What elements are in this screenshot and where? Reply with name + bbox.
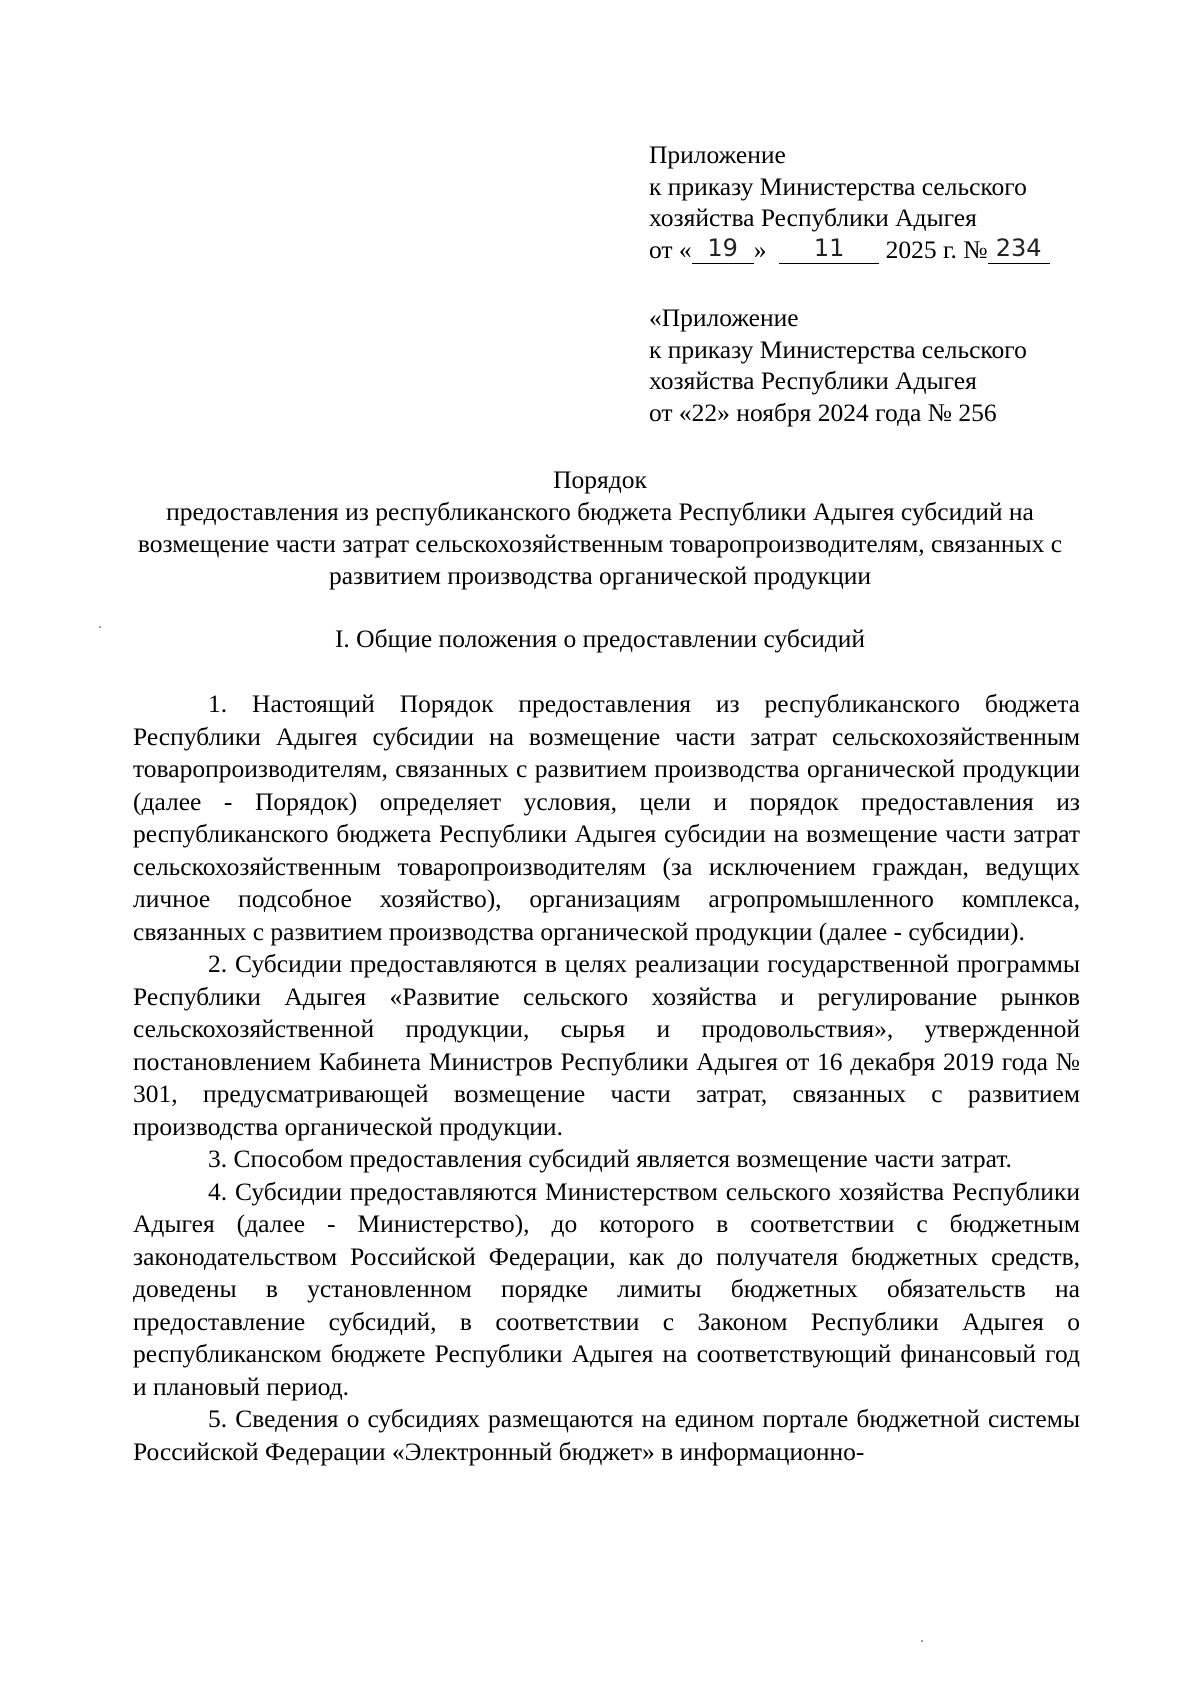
handwritten-number-value: 234: [995, 233, 1042, 262]
section-heading: I. Общие положения о предоставлении субсидий: [334, 624, 866, 653]
paragraph-5: 5. Сведения о субсидиях размещаются на едином портале бюджетной системы Российской Федерации «Электронный бюджет» в информационно-: [133, 1404, 1080, 1466]
appendix-order-ref: к приказу Министерства сельского: [649, 171, 1027, 201]
handwritten-number: [988, 233, 1050, 264]
document-subtitle: предоставления из республиканского бюджета Республики Адыгея субсидий на возмещение части затрат сельскохозяйственным товаропроизводителям, связанных с развитием производства органической продукции: [137, 497, 1063, 590]
appendix-date-line: [649, 234, 1089, 266]
paragraph-1: 1. Настоящий Порядок предоставления из республиканского бюджета Республики Адыгея субсидии на возмещение части затрат сельскохозяйственным товаропроизводителям, связанных с развитием производства органической продукции (далее - Порядок) определяет условия, цели и порядок предоставления из республиканского бюджета Республики Адыгея субсидии на возмещение части затрат сельскохозяйственным товаропроизводителям (за исключением граждан, ведущих личное подсобное хозяйство), организациям агропромышленного комплекса, связанных с развитием производства органической продукции (далее - субсидии).: [133, 689, 1080, 946]
paragraph-4: 4. Субсидии предоставляются Министерством сельского хозяйства Республики Адыгея (далее - Министерство), до которого в соответствии с бюджетным законодательством Российской Федерации, как до получателя бюджетных средств, доведены в установленном порядке лимиты бюджетных обязательств на предоставление субсидий, в соответствии с Законом Республики Адыгея о республиканском бюджете Республики Адыгея на соответствующий финансовый год и плановый период.: [133, 1176, 1080, 1401]
appendix-title: Приложение: [649, 140, 786, 169]
scan-speck: [921, 1640, 923, 1642]
handwritten-day: [692, 233, 754, 264]
paragraph-3: 3. Способом предоставления субсидий является возмещение части затрат.: [208, 1144, 1012, 1173]
handwritten-month-value: 11: [813, 233, 845, 262]
document-body: [133, 688, 1080, 1468]
year-number-label: 2025 г. №: [885, 234, 988, 264]
appendix-ministry: хозяйства Республики Адыгея: [649, 203, 977, 232]
handwritten-day-value: 19: [707, 233, 738, 262]
handwritten-month: [779, 233, 879, 264]
prev-appendix-ministry: хозяйства Республики Адыгея: [649, 366, 977, 395]
prev-appendix-date: от «22» ноября 2024 года № 256: [649, 397, 997, 427]
appendix-header: [649, 139, 1089, 265]
date-prefix: от «: [649, 234, 692, 264]
paragraph-2: 2. Субсидии предоставляются в целях реализации государственной программы Республики Адыгея «Развитие сельского хозяйства и регулирование рынков сельскохозяйственной продукции, сырья и продовольствия», утвержденной постановлением Кабинета Министров Республики Адыгея от 16 декабря 2019 года № 301, предусматривающей возмещение части затрат, связанных с развитием производства органической продукции.: [133, 949, 1080, 1141]
prev-appendix-title: «Приложение: [649, 303, 799, 332]
scan-speck: [99, 626, 101, 628]
prev-appendix-order-ref: к приказу Министерства сельского: [649, 334, 1027, 364]
previous-appendix-header: [649, 302, 1089, 428]
date-mid: »: [753, 234, 767, 264]
document-title: Порядок: [553, 465, 647, 494]
